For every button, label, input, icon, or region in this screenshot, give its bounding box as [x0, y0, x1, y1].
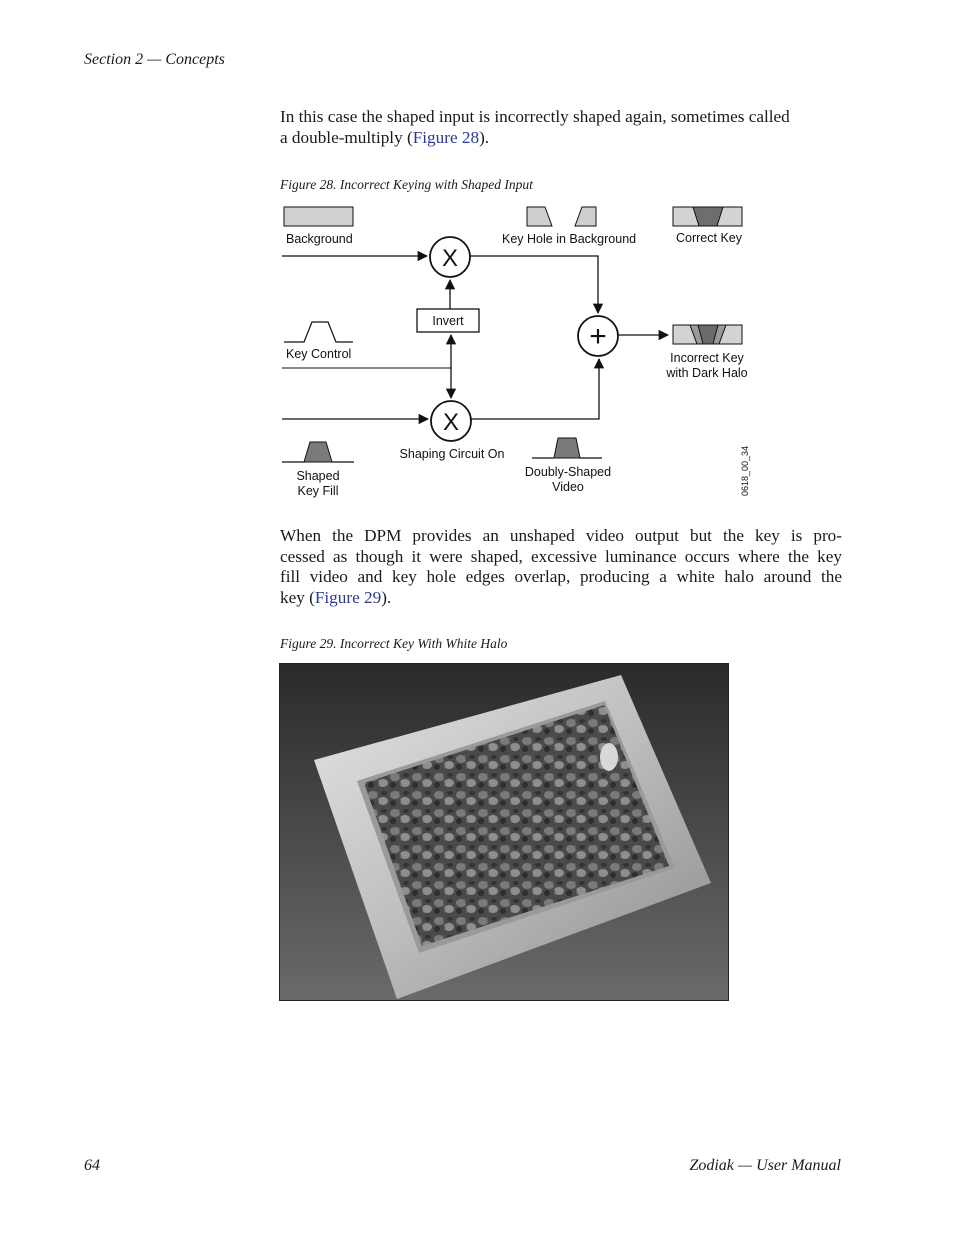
shaped-key-fill-label-line1: Shaped	[296, 469, 340, 483]
multiplier-to-adder-bottom-arrow	[471, 359, 599, 419]
adder-symbol: +	[589, 320, 607, 353]
manual-title: Zodiak — User Manual	[689, 1157, 841, 1174]
figure-28-link[interactable]: Figure 28	[412, 127, 480, 147]
paragraph-line	[280, 128, 842, 149]
incorrect-key-label-line1: Incorrect Key	[670, 351, 744, 365]
text-run: a double-multiply (	[280, 127, 413, 147]
figure-29-link[interactable]: Figure 29	[314, 587, 382, 607]
paragraph-intro	[280, 107, 842, 148]
text-run: ).	[381, 587, 392, 607]
doubly-shaped-video-icon	[554, 438, 580, 458]
background-signal-icon	[284, 207, 353, 226]
keying-diagram	[280, 200, 760, 500]
paragraph-line: fill video and key hole edges overlap, producing a white halo around the	[280, 567, 842, 586]
paragraph-line: In this case the shaped input is incorrectly shaped again, sometimes called	[280, 107, 790, 126]
white-halo-photo	[279, 663, 729, 1001]
running-head: Section 2 — Concepts	[84, 51, 225, 68]
paragraph-line: When the DPM provides an unshaped video output but the key is pro-	[280, 526, 842, 545]
shaping-circuit-label: Shaping Circuit On	[399, 447, 505, 461]
key-control-label: Key Control	[286, 347, 352, 361]
page-number: 64	[84, 1157, 100, 1174]
text-run: key (	[280, 587, 315, 607]
doubly-shaped-label-line1: Doubly-Shaped	[524, 465, 612, 479]
key-hole-left-icon	[527, 207, 552, 226]
white-tulip	[600, 743, 618, 771]
shaped-key-fill-label-line2: Key Fill	[297, 484, 339, 498]
multiplier-bottom-symbol: X	[442, 409, 460, 436]
invert-label: Invert	[432, 314, 464, 328]
figure-28-caption: Figure 28. Incorrect Keying with Shaped Input	[280, 177, 533, 192]
incorrect-key-label-line2: with Dark Halo	[666, 366, 748, 380]
paragraph-halo	[280, 526, 842, 608]
figure-id: 0618_00_34	[740, 445, 750, 496]
text-run: ).	[479, 127, 490, 147]
background-label: Background	[286, 232, 353, 246]
correct-key-label: Correct Key	[676, 231, 742, 245]
paragraph-line: cessed as though it were shaped, excessive luminance occurs where the key	[280, 546, 842, 566]
shaped-key-fill-icon	[304, 442, 332, 462]
multiplier-to-adder-top-arrow	[470, 256, 598, 313]
key-hole-right-icon	[575, 207, 596, 226]
paragraph-line	[280, 588, 842, 609]
key-control-pulse-icon	[284, 322, 353, 342]
doubly-shaped-label-line2: Video	[552, 480, 584, 494]
figure-29-caption: Figure 29. Incorrect Key With White Halo	[280, 636, 508, 651]
key-hole-label: Key Hole in Background	[502, 232, 637, 246]
multiplier-top-symbol: X	[441, 245, 459, 272]
